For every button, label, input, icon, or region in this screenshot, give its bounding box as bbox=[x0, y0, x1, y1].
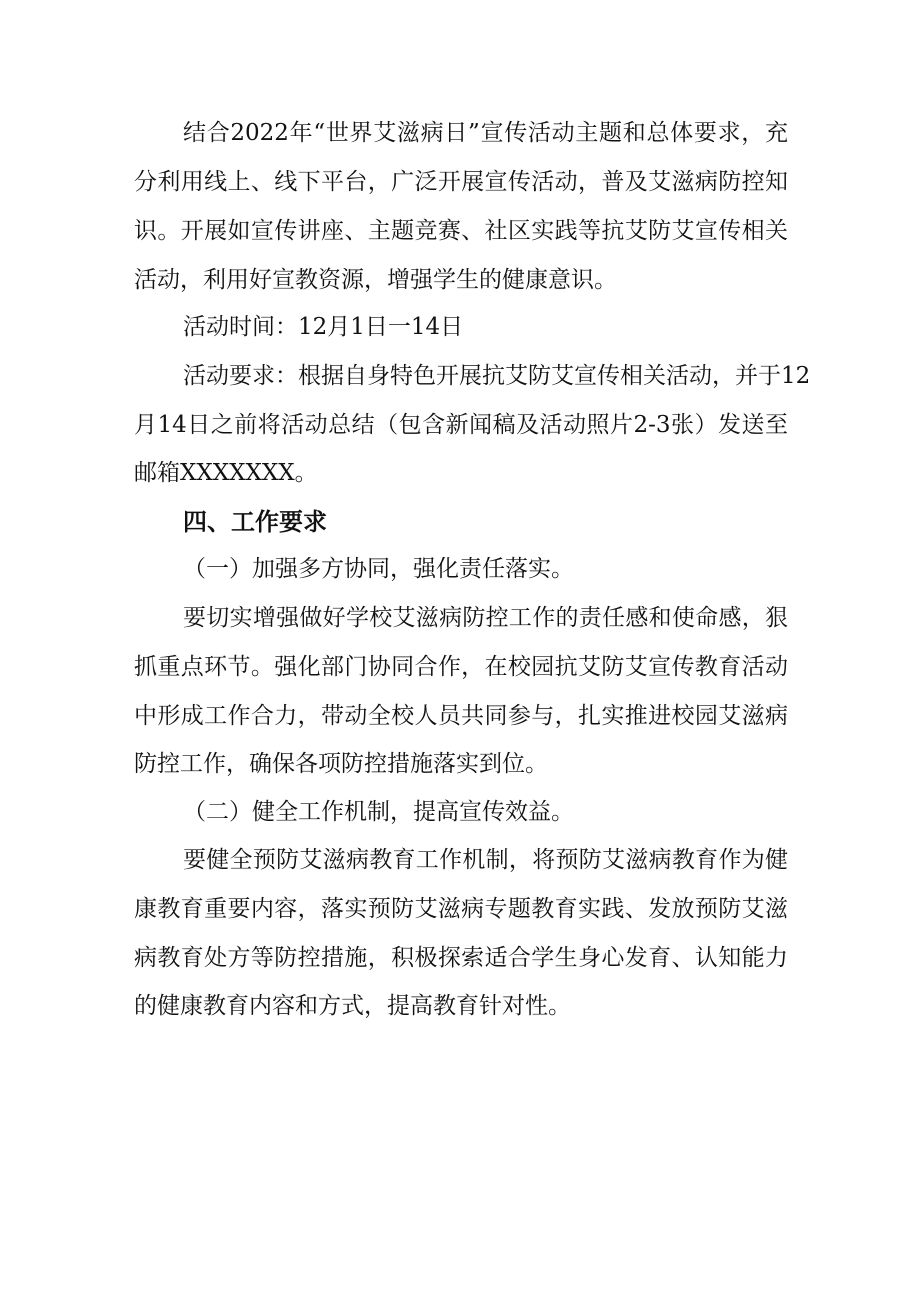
paragraph-line: 识。开展如宣传讲座、主题竞赛、社区实践等抗艾防艾宣传相关 bbox=[134, 218, 788, 244]
paragraph-line: 病教育处方等防控措施，积极探索适合学生身心发育、认知能力 bbox=[134, 945, 788, 971]
paragraph-line: 活动时间：12月1日一14日 bbox=[183, 314, 464, 340]
section-heading: 四、工作要求 bbox=[183, 508, 327, 536]
paragraph-line: 要切实增强做好学校艾滋病防控工作的责任感和使命感，狠 bbox=[183, 605, 788, 631]
paragraph-line: 要健全预防艾滋病教育工作机制，将预防艾滋病教育作为健 bbox=[183, 847, 788, 873]
subsection-heading: （一）加强多方协同，强化责任落实。 bbox=[183, 556, 574, 582]
paragraph-line: 分利用线上、线下平台，广泛开展宣传活动，普及艾滋病防控知 bbox=[134, 169, 788, 195]
paragraph-line: 康教育重要内容，落实预防艾滋病专题教育实践、发放预防艾滋 bbox=[134, 896, 788, 922]
paragraph-line: 抓重点环节。强化部门协同合作，在校园抗艾防艾宣传教育活动 bbox=[134, 654, 788, 680]
subsection-heading: （二）健全工作机制，提高宣传效益。 bbox=[183, 799, 574, 825]
paragraph-line: 活动，利用好宣教资源，增强学生的健康意识。 bbox=[134, 267, 617, 293]
paragraph-line: 邮箱XXXXXXX。 bbox=[134, 460, 318, 486]
paragraph-line: 中形成工作合力，带动全校人员共同参与，扎实推进校园艾滋病 bbox=[134, 703, 788, 729]
paragraph-line: 防控工作，确保各项防控措施落实到位。 bbox=[134, 751, 548, 777]
paragraph-line: 结合2022年“世界艾滋病日”宣传活动主题和总体要求，充 bbox=[183, 120, 788, 146]
paragraph-line: 的健康教育内容和方式，提高教育针对性。 bbox=[134, 993, 571, 1019]
paragraph-line: 活动要求：根据自身特色开展抗艾防艾宣传相关活动，并于12 bbox=[183, 363, 811, 389]
paragraph-line: 月14日之前将活动总结（包含新闻稿及活动照片2-3张）发送至 bbox=[134, 412, 788, 438]
